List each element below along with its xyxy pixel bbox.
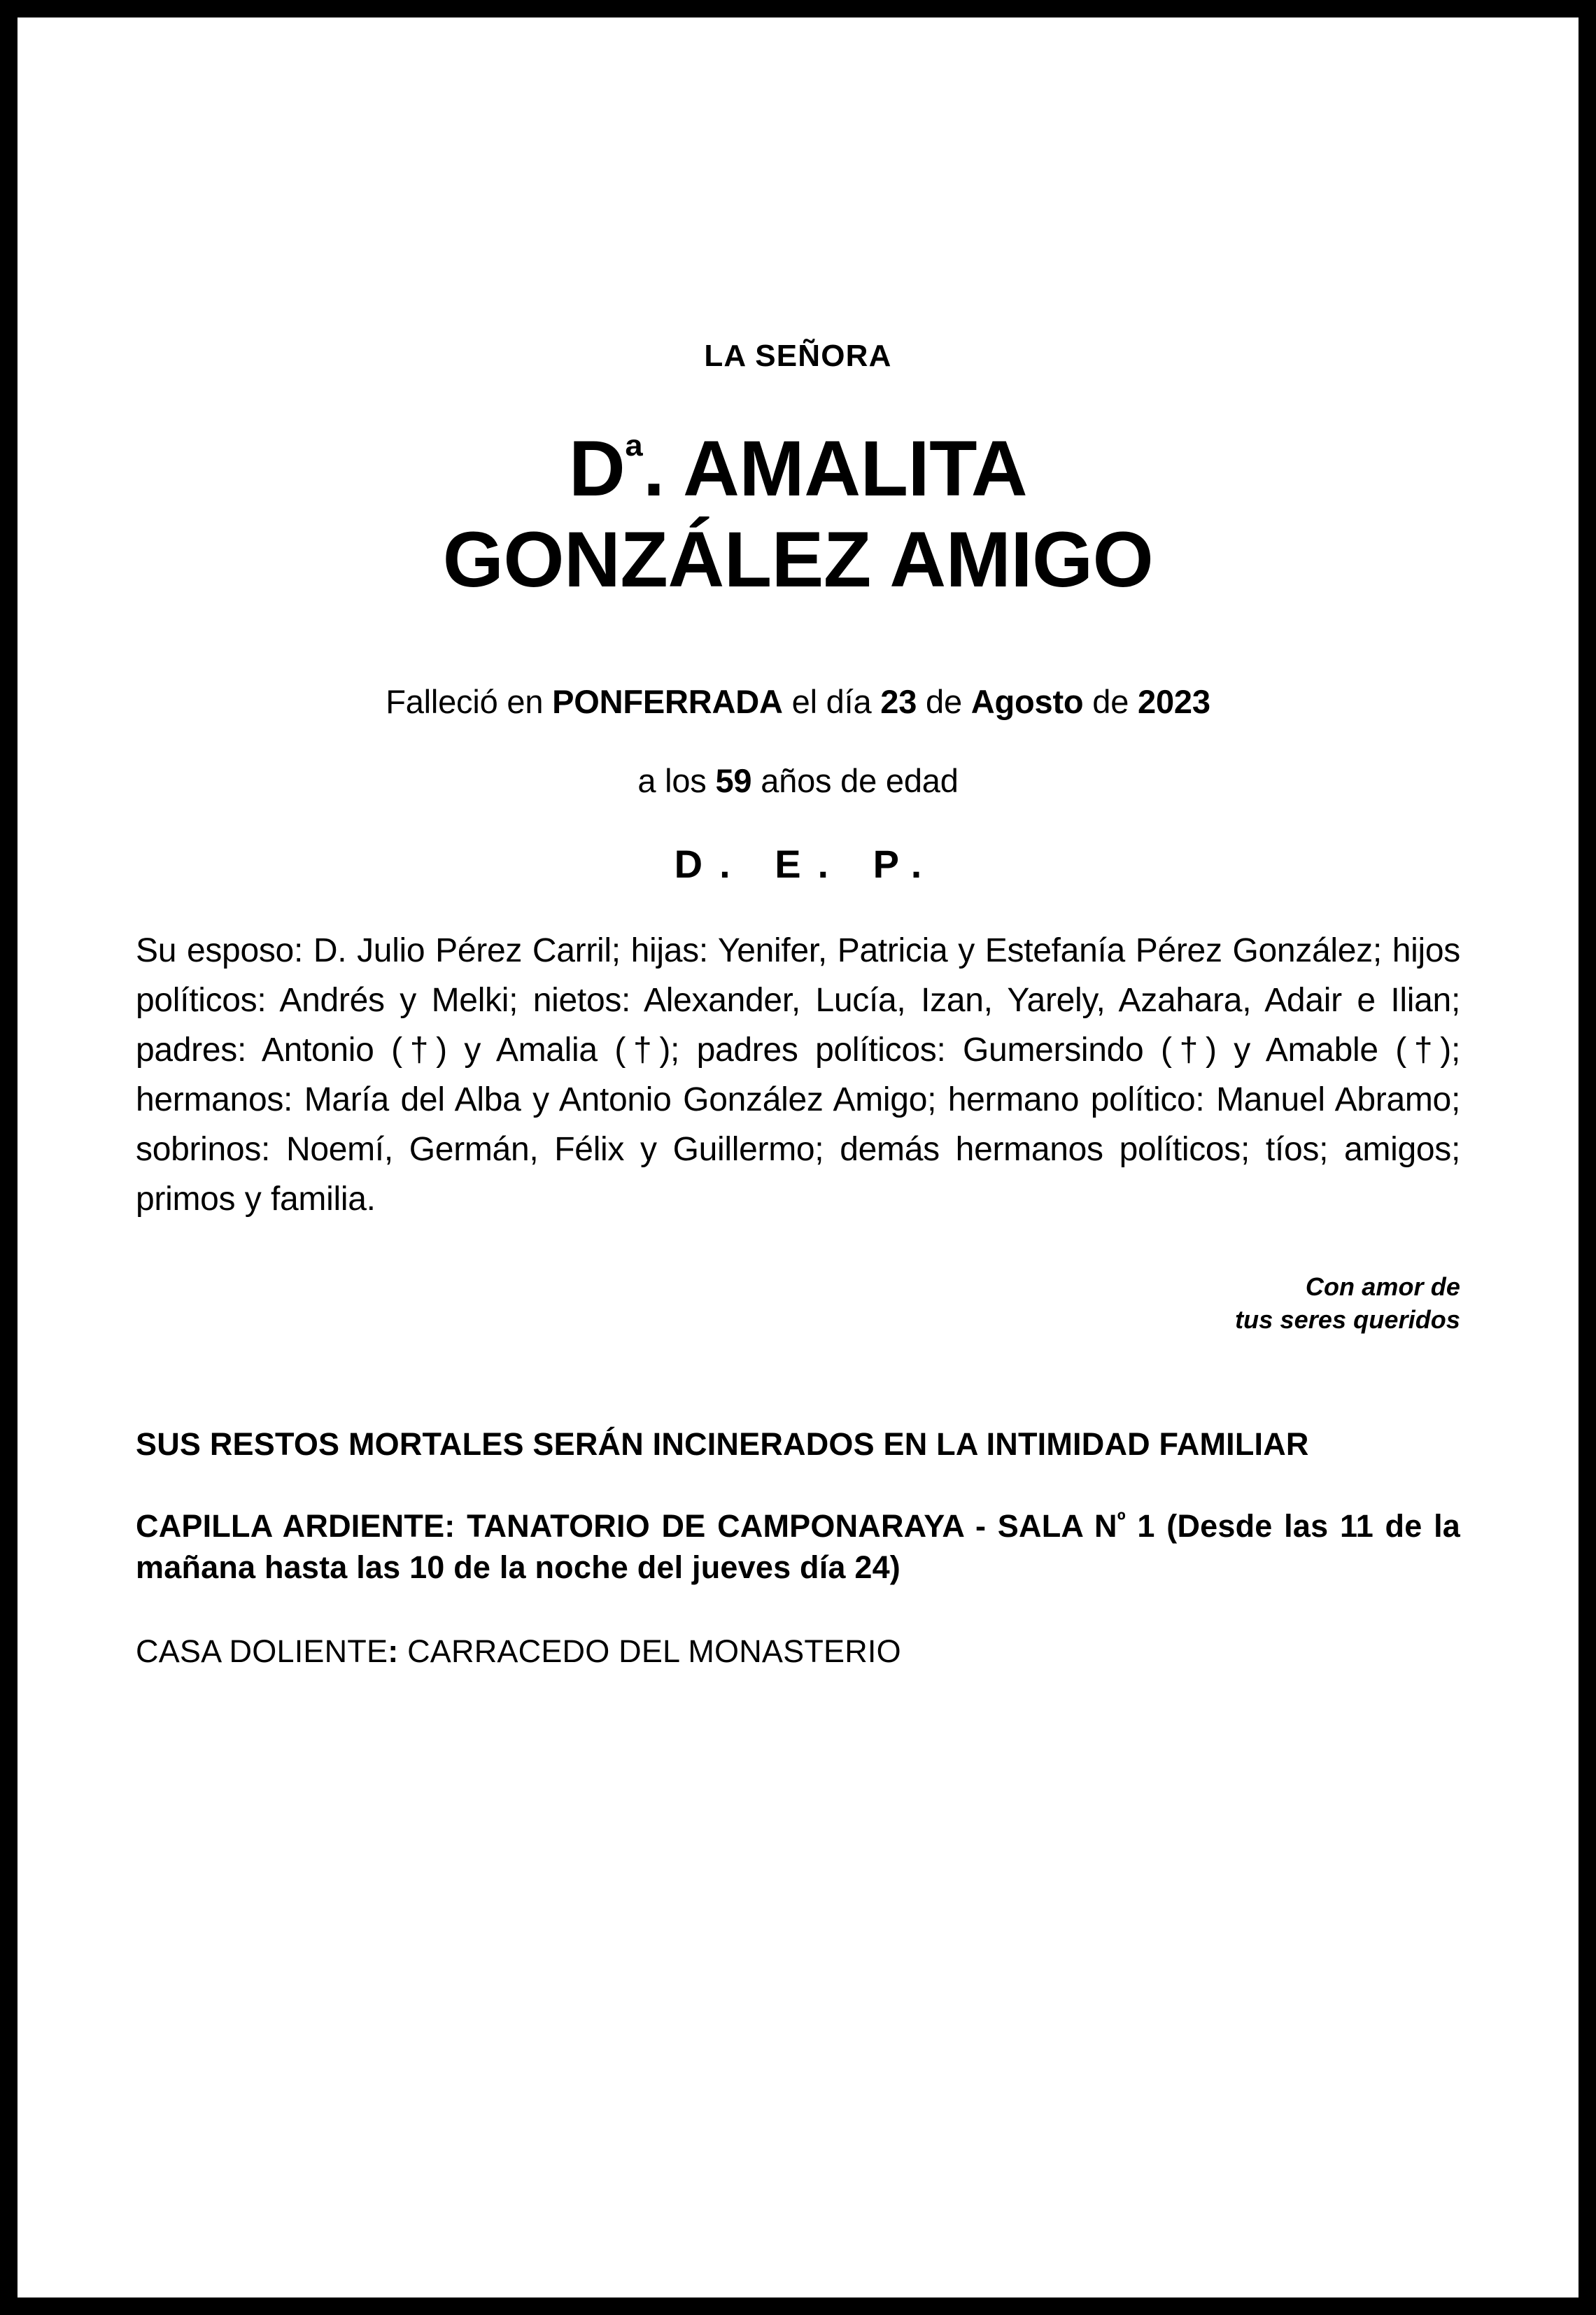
death-year: 2023 <box>1138 682 1210 720</box>
mourning-house-value: CARRACEDO DEL MONASTERIO <box>398 1633 901 1670</box>
death-of-2: de <box>1083 682 1138 720</box>
age-value: 59 <box>715 762 752 800</box>
death-middle: el día <box>782 682 881 720</box>
signature-line-1: Con amor de <box>1305 1272 1460 1302</box>
cremation-notice: SUS RESTOS MORTALES SERÁN INCINERADOS EN LA INTIMIDAD FAMILIAR <box>136 1426 1309 1462</box>
deceased-name-line-2: GONZÁLEZ AMIGO <box>442 515 1154 603</box>
feminine-ordinal-indicator: ª <box>625 429 643 484</box>
chapel-label: CAPILLA ARDIENTE <box>136 1508 445 1544</box>
death-place: PONFERRADA <box>552 682 783 720</box>
card-inner-surface <box>17 17 1579 2298</box>
signature-line-2: tus seres queridos <box>1235 1305 1460 1335</box>
mourning-house-label: CASA DOLIENTE <box>136 1633 388 1670</box>
deceased-name <box>120 423 1476 605</box>
death-day: 23 <box>880 682 917 720</box>
age-prefix: a los <box>637 762 716 800</box>
surviving-family-paragraph: Su esposo: D. Julio Pérez Carril; hijas: Yenifer, Patricia y Estefanía Pérez González; hijos políticos: Andrés y Melki; nietos: Alexander, Lucía, Izan, Yarely, Azahara, Adair e Ilian; padres: Antonio (†) y Amalia (†); padres políticos: Gumersindo (†) y Amable (†); hermanos: María del Alba y Antonio González Amigo; hermano político: Manuel Abramo; sobrinos: Noemí, Germán, Félix y Guillermo; demás hermanos políticos; tíos; amigos; primos y familia. <box>136 932 1460 1218</box>
deceased-name-line-1 <box>120 423 1476 514</box>
chapel-of-rest-notice <box>136 1505 1460 1588</box>
chapel-colon: : <box>444 1508 467 1544</box>
age-suffix: años de edad <box>751 762 959 800</box>
age-line <box>120 761 1476 801</box>
death-prefix: Falleció en <box>386 682 553 720</box>
chapel-visiting-hours: (Desde las 11 de la mañana hasta las 10 de la noche del jueves día 24) <box>136 1508 1461 1585</box>
death-date-line <box>120 682 1476 722</box>
deceased-name-prefix: D <box>568 425 626 512</box>
dep-abbreviation: D. E. P. <box>674 841 939 886</box>
obituary-content <box>120 17 1476 2298</box>
masculine-ordinal-indicator: º <box>1117 1507 1126 1533</box>
honorific-label: LA SEÑORA <box>704 339 892 373</box>
mourning-house-notice <box>136 1631 1460 1673</box>
mourning-house-colon: : <box>388 1633 399 1670</box>
death-month: Agosto <box>970 682 1084 720</box>
death-of-1: de <box>917 682 971 720</box>
deceased-given-name: . AMALITA <box>642 425 1028 512</box>
chapel-room-number: 1 <box>1125 1508 1155 1544</box>
chapel-location: TANATORIO DE CAMPONARAYA - SALA N <box>467 1508 1117 1544</box>
signature-block <box>120 1271 1460 1337</box>
